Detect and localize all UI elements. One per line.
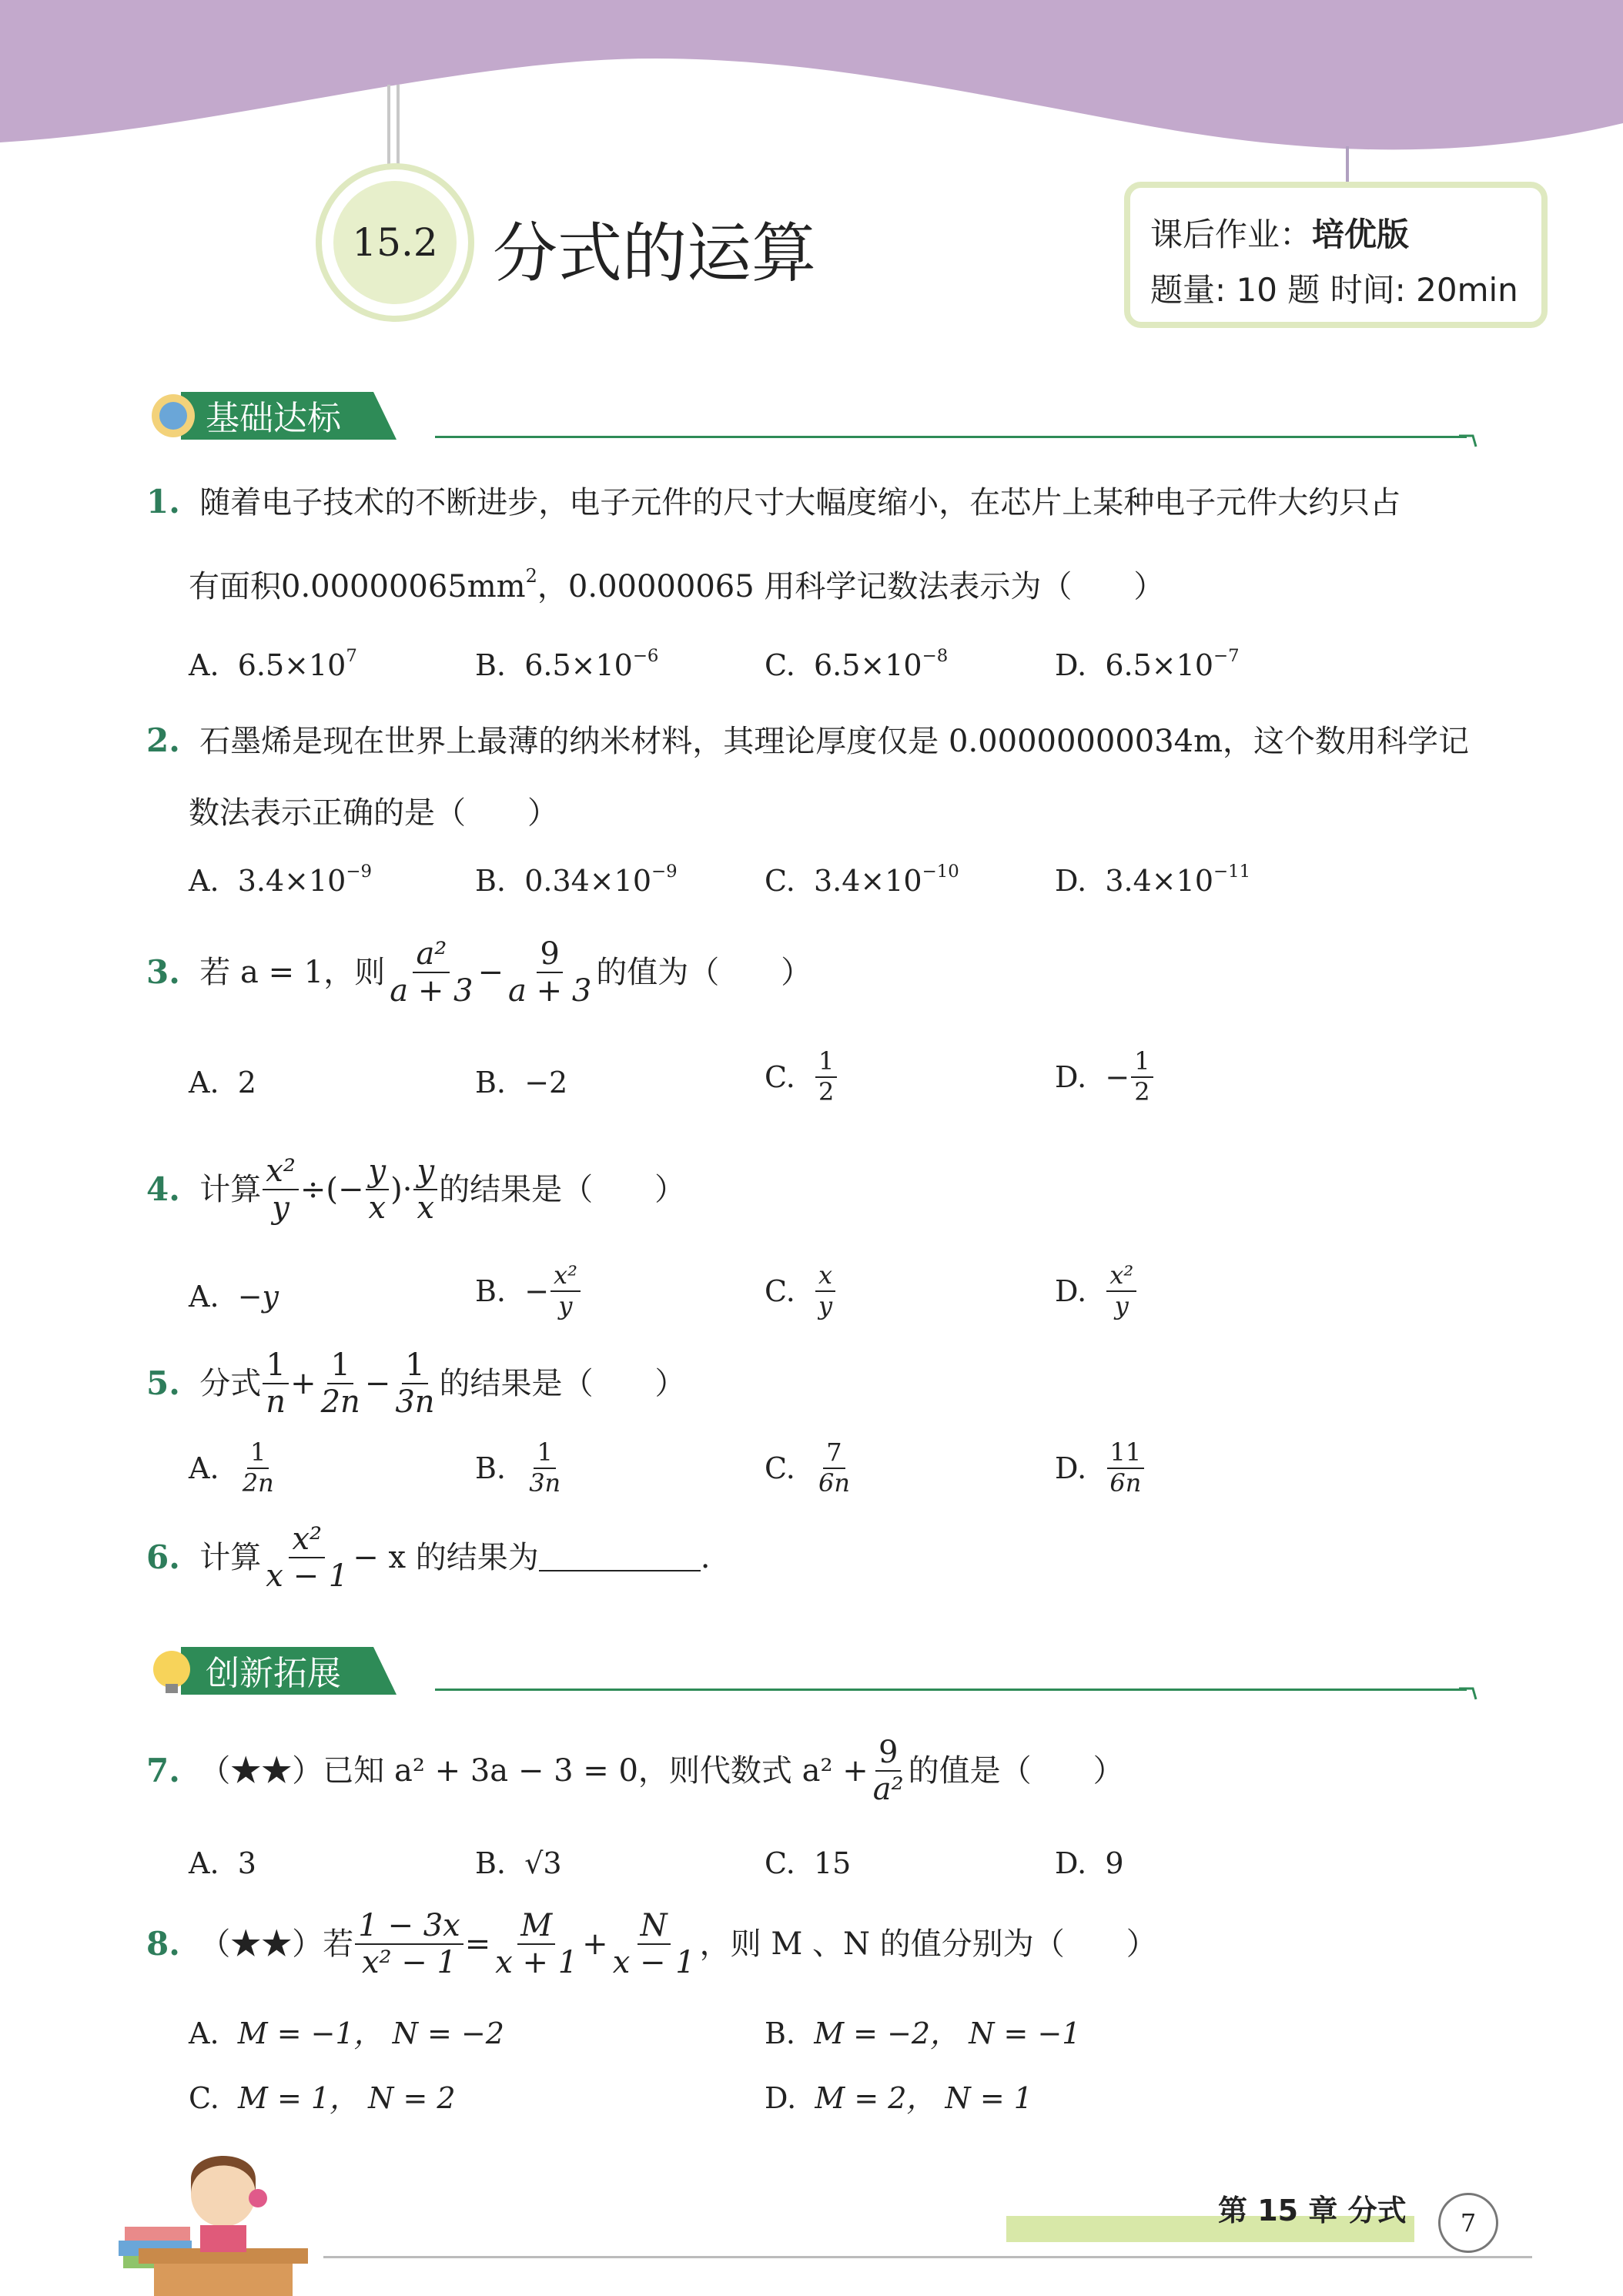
q5-option-c[interactable]: C. $\frac{7}{6n}$ [765,1438,850,1498]
section-basic-banner [150,389,404,446]
q7-option-d[interactable]: D. 9 [1055,1846,1124,1880]
section-basic-title: 基础达标 [206,399,341,438]
q1-option-c[interactable]: C. $6.5\times 10^{-8}$ [765,645,949,682]
section-advanced-title: 创新拓展 [206,1654,341,1693]
question-5: 5. 分式 $\frac{1}{n}$ + $\frac{1}{2n}$ − $\frac{1}{3n}$ 的结果是（ ） [146,1347,686,1420]
q1-option-b[interactable]: B. $6.5\times 10^{-6}$ [475,645,659,682]
q1-option-a[interactable]: A. $6.5\times 10^7$ [189,645,357,682]
question-text: 若 a = 1，则 [199,955,386,990]
question-number: 8. [146,1925,180,1963]
homework-info-box [1124,182,1548,328]
q3-option-c[interactable]: C. $\frac{1}{2}$ [765,1049,838,1105]
section-basic-rule [435,436,1467,438]
question-4: 4. 计算 $\frac{\text{x²}}{y}$ ÷(− $\frac{y}{x}$ )· $\frac{y}{x}$ 的结果是（ ） [146,1153,686,1226]
homework-level: 培优版 [1312,216,1410,253]
section-number-badge [316,163,474,322]
page-number-circle [1438,2193,1498,2253]
question-text: 有面积0.00000065mm [189,569,526,604]
q2-option-a[interactable]: A. $3.4\times 10^{-9}$ [189,861,372,898]
q7-option-c[interactable]: C. 15 [765,1846,852,1880]
section-advanced-banner [150,1644,404,1701]
q3-option-d[interactable]: D. − $\frac{1}{2}$ [1055,1049,1155,1105]
q1-option-d[interactable]: D. $6.5\times 10^{-7}$ [1055,645,1240,682]
student-illustration [108,2125,323,2296]
question-2 [146,722,1469,760]
question-number: 5. [146,1364,180,1402]
question-2-line2: 数法表示正确的是（ ） [189,795,558,831]
footer-chapter: 第 15 章 分式 [1218,2194,1407,2227]
q3-option-a[interactable]: A. 2 [189,1066,256,1099]
q8-option-c[interactable]: C. M = 1， N = 2 [189,2081,456,2115]
answer-blank[interactable] [539,1544,701,1571]
q2-option-d[interactable]: D. $3.4\times 10^{-11}$ [1055,861,1251,898]
question-3: 3. 若 a = 1，则 $\frac{\text{a²}}{a + 3}$ − $\frac{9}{a + 3}$ 的值为（ ） [146,936,812,1009]
page-title: 分式的运算 [493,216,817,291]
question-1-line2 [189,564,1165,605]
superscript: 2 [525,564,537,587]
header-wave [0,0,1623,185]
question-text: 石墨烯是现在世界上最薄的纳米材料，其理论厚度仅是 0.00000000034m，这个数用科学记 [199,724,1470,759]
question-text: 的值为（ ） [596,955,812,990]
rule-end-hook [1459,1684,1477,1702]
q8-option-a[interactable]: A. M = −1， N = −2 [189,2017,504,2050]
question-text: ，0.00000065 用科学记数法表示为（ ） [537,569,1165,604]
question-number: 1. [146,483,180,520]
fraction: $\frac{9}{a + 3}$ [508,936,592,1009]
q4-option-b[interactable]: B. − $\frac{\text{x²}}{y}$ [475,1263,582,1319]
q5-option-b[interactable]: B. $\frac{1}{3n}$ [475,1438,561,1498]
q8-option-d[interactable]: D. M = 2， N = 1 [765,2081,1032,2115]
q5-option-d[interactable]: D. $\frac{11}{6n}$ [1055,1440,1146,1496]
question-number: 4. [146,1170,180,1208]
section-advanced-rule [435,1689,1467,1691]
footer-rule [323,2256,1532,2258]
page-number: 7 [1460,2208,1477,2237]
question-number: 7. [146,1752,180,1789]
rule-end-hook [1459,431,1477,450]
question-number: 2. [146,721,180,759]
homework-meta: 题量: 10 题 时间: 20min [1150,271,1518,309]
question-text: 随着电子技术的不断进步，电子元件的尺寸大幅度缩小，在芯片上某种电子元件大约只占 [199,485,1401,520]
question-1 [146,484,1400,521]
q7-option-a[interactable]: A. 3 [189,1846,256,1880]
question-6: 6. 计算 $\frac{\text{x²}}{x - 1}$ − x 的结果为 . [146,1521,711,1594]
question-8: 8. （★★）若 $\frac{1 - 3x}{\text{x² − 1}}$ = $\frac{M}{x + 1}$ + $\frac{N}{x - 1}$ ，则 M 、N 的值分别为（ ） [146,1908,1157,1980]
q2-option-c[interactable]: C. $3.4\times 10^{-10}$ [765,861,959,898]
q7-option-b[interactable]: B. √3 [475,1846,562,1880]
q4-option-c[interactable]: C. $\frac{x}{y}$ [765,1263,837,1319]
q8-option-b[interactable]: B. M = −2， N = −1 [765,2017,1081,2050]
q4-option-d[interactable]: D. $\frac{\text{x²}}{y}$ [1055,1263,1138,1319]
question-7: 7. （★★）已知 a² + 3a − 3 = 0，则代数式 a² + $\frac{9}{\text{a²}}$ 的值是（ ） [146,1735,1124,1807]
q2-option-b[interactable]: B. $0.34\times 10^{-9}$ [475,861,678,898]
homework-label: 课后作业： [1150,216,1313,253]
q5-option-a[interactable]: A. $\frac{1}{2n}$ [189,1438,274,1498]
q4-option-a[interactable]: A. −y [189,1280,279,1314]
question-number: 3. [146,953,180,991]
question-number: 6. [146,1538,180,1576]
q3-option-b[interactable]: B. −2 [475,1066,568,1099]
fraction: $\frac{\text{a²}}{a + 3}$ [390,936,474,1009]
section-number: 15.2 [352,220,438,265]
